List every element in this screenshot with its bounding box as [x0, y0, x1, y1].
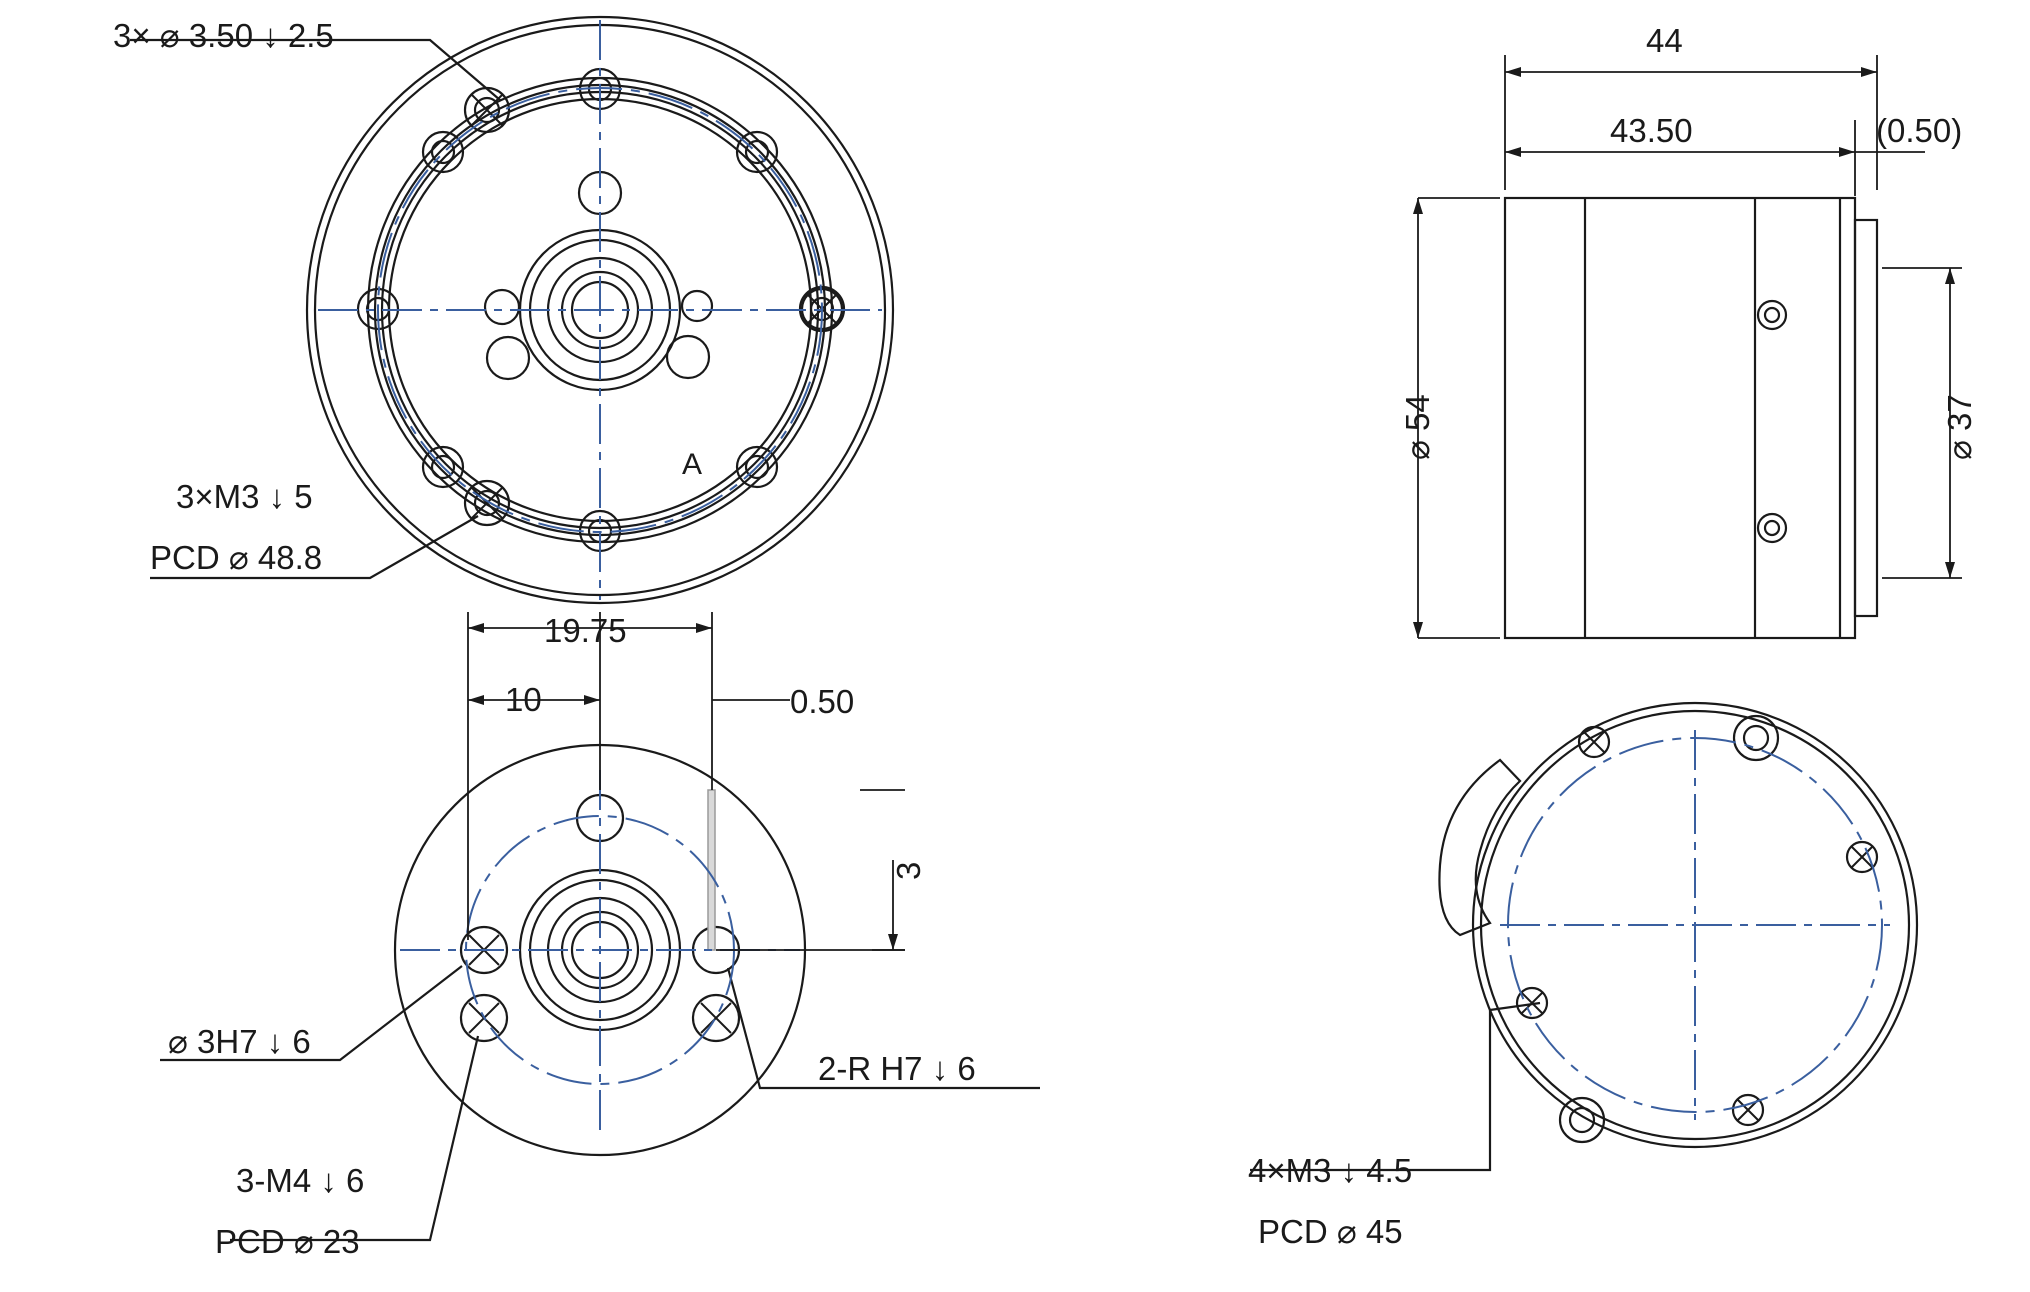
datum-label-a: A [682, 448, 703, 481]
annotation-tapped-holes-m3-line2: PCD ⌀ 45 [1258, 1213, 1403, 1250]
dimension-19-75: 19.75 [544, 612, 627, 649]
dimension-43-50: 43.50 [1610, 112, 1693, 149]
dimension-dia-54: ⌀ 54 [1399, 394, 1436, 460]
annotation-slot-radius: 2-R H7 ↓ 6 [818, 1050, 976, 1087]
dimension-0-50-ref: (0.50) [1876, 112, 1963, 149]
dimensions-output-flange [468, 612, 905, 950]
annotation-dowel-hole: ⌀ 3H7 ↓ 6 [168, 1023, 311, 1060]
annotation-tapped-holes-line2: PCD ⌀ 48.8 [150, 539, 323, 576]
annotation-tapped-holes-m4-line1: 3-M4 ↓ 6 [236, 1162, 365, 1199]
annotation-cbore-holes: 3× ⌀ 3.50 ↓ 2.5 [113, 17, 334, 54]
view-front-face-centerlines [318, 20, 882, 600]
dimension-10: 10 [505, 681, 542, 718]
dimension-3: 3 [890, 861, 927, 880]
annotation-tapped-holes-m4-line2: PCD ⌀ 23 [215, 1223, 360, 1260]
dimension-dia-37: ⌀ 37 [1941, 394, 1978, 460]
dimension-0-50: 0.50 [790, 683, 855, 720]
view-rear-face-centerlines [1500, 730, 1890, 1120]
annotation-tapped-holes-m3-line1: 4×M3 ↓ 4.5 [1248, 1152, 1413, 1189]
view-side-section [1505, 198, 1877, 638]
annotation-tapped-holes-line1: 3×M3 ↓ 5 [176, 478, 313, 515]
dimension-44: 44 [1646, 22, 1683, 59]
view-rear-face [1250, 703, 1917, 1170]
